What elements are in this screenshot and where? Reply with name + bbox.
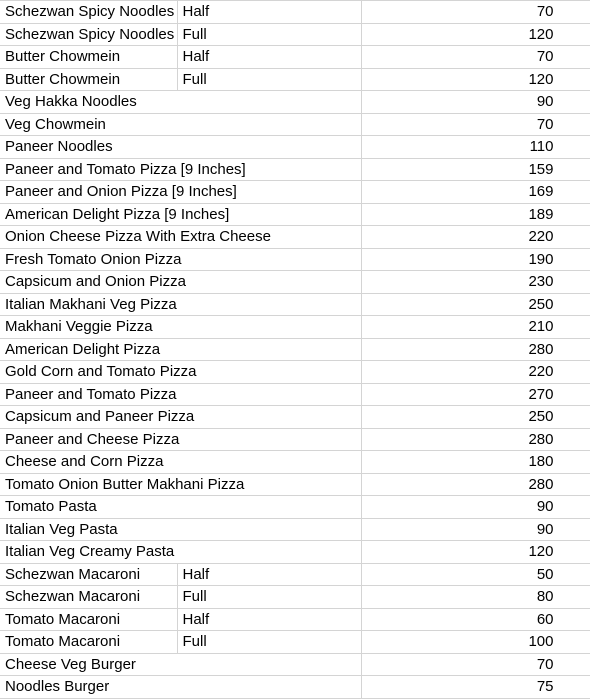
cell-price[interactable]: 250: [361, 406, 590, 429]
cell-price[interactable]: 189: [361, 203, 590, 226]
cell-price[interactable]: 50: [361, 563, 590, 586]
table-row: [0, 586, 590, 609]
cell-item-name[interactable]: [0, 248, 182, 271]
item-name-text: Paneer and Tomato Pizza: [5, 385, 177, 403]
table-row: [0, 113, 590, 136]
table-row: [0, 361, 590, 384]
item-name-text: Fresh Tomato Onion Pizza: [5, 250, 182, 268]
cell-item-name[interactable]: [0, 451, 177, 474]
item-name-text: American Delight Pizza: [5, 340, 161, 358]
cell-portion-size[interactable]: Half: [177, 1, 361, 24]
table-row: [0, 226, 590, 249]
cell-portion-size[interactable]: [177, 653, 361, 676]
table-row: [0, 496, 590, 519]
cell-item-name[interactable]: [0, 91, 177, 114]
item-name-text: Onion Cheese Pizza With Extra Cheese: [5, 228, 271, 246]
cell-item-name[interactable]: [0, 541, 177, 564]
cell-price[interactable]: 70: [361, 113, 590, 136]
table-row: [0, 653, 590, 676]
table-row: [0, 181, 590, 204]
cell-price[interactable]: 180: [361, 451, 590, 474]
table-row: [0, 23, 590, 46]
cell-price[interactable]: 60: [361, 608, 590, 631]
table-row: [0, 203, 590, 226]
item-name-text: Schezwan Spicy Noodles: [5, 25, 175, 43]
cell-price[interactable]: 120: [361, 23, 590, 46]
cell-price[interactable]: 220: [361, 361, 590, 384]
cell-portion-size[interactable]: [177, 496, 361, 519]
cell-item-name[interactable]: [0, 473, 245, 496]
item-name-text: Tomato Macaroni: [5, 633, 121, 651]
cell-price[interactable]: 70: [361, 1, 590, 24]
item-name-text: Italian Veg Creamy Pasta: [5, 543, 175, 561]
table-row: [0, 316, 590, 339]
item-name-text: Paneer and Tomato Pizza [9 Inches]: [5, 160, 246, 178]
item-name-text: Tomato Macaroni: [5, 610, 121, 628]
cell-portion-size[interactable]: [177, 361, 361, 384]
table-row: [0, 541, 590, 564]
table-row: [0, 338, 590, 361]
table-row: [0, 563, 590, 586]
cell-item-name[interactable]: [0, 676, 177, 699]
table-row: [0, 428, 590, 451]
cell-item-name[interactable]: [0, 338, 177, 361]
table-row: [0, 631, 590, 654]
cell-price[interactable]: 220: [361, 226, 590, 249]
cell-item-name[interactable]: [0, 68, 177, 91]
table-row: [0, 271, 590, 294]
item-name-text: Schezwan Macaroni: [5, 565, 141, 583]
table-row: [0, 68, 590, 91]
cell-item-name[interactable]: [0, 293, 177, 316]
item-name-text: Capsicum and Paneer Pizza: [5, 408, 195, 426]
table-row: [0, 91, 590, 114]
cell-price[interactable]: 90: [361, 518, 590, 541]
cell-portion-size[interactable]: [177, 451, 361, 474]
item-name-text: Schezwan Macaroni: [5, 588, 141, 606]
cell-portion-size[interactable]: [177, 383, 361, 406]
cell-price[interactable]: 280: [361, 338, 590, 361]
cell-item-name[interactable]: [0, 46, 177, 69]
table-row: [0, 46, 590, 69]
cell-price[interactable]: 250: [361, 293, 590, 316]
cell-price[interactable]: 270: [361, 383, 590, 406]
item-name-text: Italian Veg Pasta: [5, 520, 118, 538]
cell-portion-size[interactable]: [177, 338, 361, 361]
cell-item-name[interactable]: [0, 653, 177, 676]
item-name-text: Tomato Pasta: [5, 498, 97, 516]
cell-price[interactable]: 90: [361, 496, 590, 519]
cell-price[interactable]: 280: [361, 428, 590, 451]
cell-item-name[interactable]: [0, 428, 180, 451]
cell-portion-size[interactable]: [177, 676, 361, 699]
cell-item-name[interactable]: [0, 631, 177, 654]
cell-portion-size[interactable]: [177, 248, 361, 271]
cell-item-name[interactable]: [0, 496, 177, 519]
table-row: [0, 383, 590, 406]
cell-price[interactable]: 90: [361, 91, 590, 114]
cell-item-name[interactable]: [0, 158, 246, 181]
cell-item-name[interactable]: [0, 136, 177, 159]
table-row: [0, 406, 590, 429]
cell-item-name[interactable]: [0, 316, 177, 339]
cell-item-name[interactable]: [0, 113, 177, 136]
cell-portion-size[interactable]: [177, 136, 361, 159]
cell-portion-size[interactable]: [177, 518, 361, 541]
cell-price[interactable]: 120: [361, 541, 590, 564]
table-row: [0, 1, 590, 24]
cell-portion-size[interactable]: Half: [177, 46, 361, 69]
cell-price[interactable]: 210: [361, 316, 590, 339]
cell-price[interactable]: 230: [361, 271, 590, 294]
cell-item-name[interactable]: [0, 203, 230, 226]
cell-price[interactable]: 110: [361, 136, 590, 159]
cell-price[interactable]: 280: [361, 473, 590, 496]
cell-portion-size[interactable]: Half: [177, 608, 361, 631]
cell-portion-size[interactable]: [177, 293, 361, 316]
item-name-text: Veg Chowmein: [5, 115, 106, 133]
cell-price[interactable]: 80: [361, 586, 590, 609]
cell-price[interactable]: 190: [361, 248, 590, 271]
table-row: [0, 158, 590, 181]
table-row: [0, 248, 590, 271]
cell-price[interactable]: 169: [361, 181, 590, 204]
item-name-text: Schezwan Spicy Noodles: [5, 3, 175, 21]
cell-price[interactable]: 159: [361, 158, 590, 181]
table-row: [0, 518, 590, 541]
item-name-text: Noodles Burger: [5, 678, 110, 696]
cell-portion-size[interactable]: Full: [177, 586, 361, 609]
cell-item-name[interactable]: [0, 361, 197, 384]
cell-item-name[interactable]: [0, 406, 195, 429]
cell-portion-size[interactable]: [177, 91, 361, 114]
cell-item-name[interactable]: [0, 608, 177, 631]
cell-item-name[interactable]: [0, 586, 177, 609]
cell-item-name[interactable]: [0, 1, 177, 24]
cell-item-name[interactable]: [0, 563, 177, 586]
item-name-text: Italian Makhani Veg Pizza: [5, 295, 177, 313]
cell-item-name[interactable]: [0, 226, 271, 249]
cell-portion-size[interactable]: [177, 316, 361, 339]
cell-item-name[interactable]: [0, 383, 177, 406]
cell-portion-size[interactable]: [177, 271, 361, 294]
cell-price[interactable]: 100: [361, 631, 590, 654]
item-name-text: Butter Chowmein: [5, 48, 121, 66]
table-row: [0, 608, 590, 631]
cell-portion-size[interactable]: [177, 406, 361, 429]
cell-price[interactable]: 75: [361, 676, 590, 699]
table-row: [0, 473, 590, 496]
cell-item-name[interactable]: [0, 23, 177, 46]
cell-item-name[interactable]: [0, 518, 177, 541]
item-name-text: Tomato Onion Butter Makhani Pizza: [5, 475, 245, 493]
table-row: [0, 136, 590, 159]
cell-portion-size[interactable]: Full: [177, 23, 361, 46]
cell-portion-size[interactable]: Full: [177, 631, 361, 654]
table-row: [0, 451, 590, 474]
item-name-text: Makhani Veggie Pizza: [5, 318, 153, 336]
table-row: [0, 676, 590, 699]
cell-price[interactable]: 70: [361, 46, 590, 69]
item-name-text: Gold Corn and Tomato Pizza: [5, 363, 197, 381]
item-name-text: Cheese Veg Burger: [5, 655, 136, 673]
cell-portion-size[interactable]: [177, 113, 361, 136]
item-name-text: Paneer and Onion Pizza [9 Inches]: [5, 183, 237, 201]
item-name-text: Cheese and Corn Pizza: [5, 453, 164, 471]
cell-item-name[interactable]: [0, 181, 237, 204]
cell-price[interactable]: 70: [361, 653, 590, 676]
grid-body: [0, 1, 590, 699]
item-name-text: Paneer and Cheese Pizza: [5, 430, 180, 448]
item-name-text: Butter Chowmein: [5, 70, 121, 88]
item-name-text: Paneer Noodles: [5, 138, 113, 156]
item-name-text: Veg Hakka Noodles: [5, 93, 137, 111]
cell-portion-size[interactable]: [177, 428, 361, 451]
item-name-text: Capsicum and Onion Pizza: [5, 273, 186, 291]
cell-portion-size[interactable]: Half: [177, 563, 361, 586]
cell-price[interactable]: 120: [361, 68, 590, 91]
cell-portion-size[interactable]: [177, 541, 361, 564]
cell-portion-size[interactable]: Full: [177, 68, 361, 91]
item-name-text: American Delight Pizza [9 Inches]: [5, 205, 230, 223]
cell-item-name[interactable]: [0, 271, 186, 294]
table-row: [0, 293, 590, 316]
